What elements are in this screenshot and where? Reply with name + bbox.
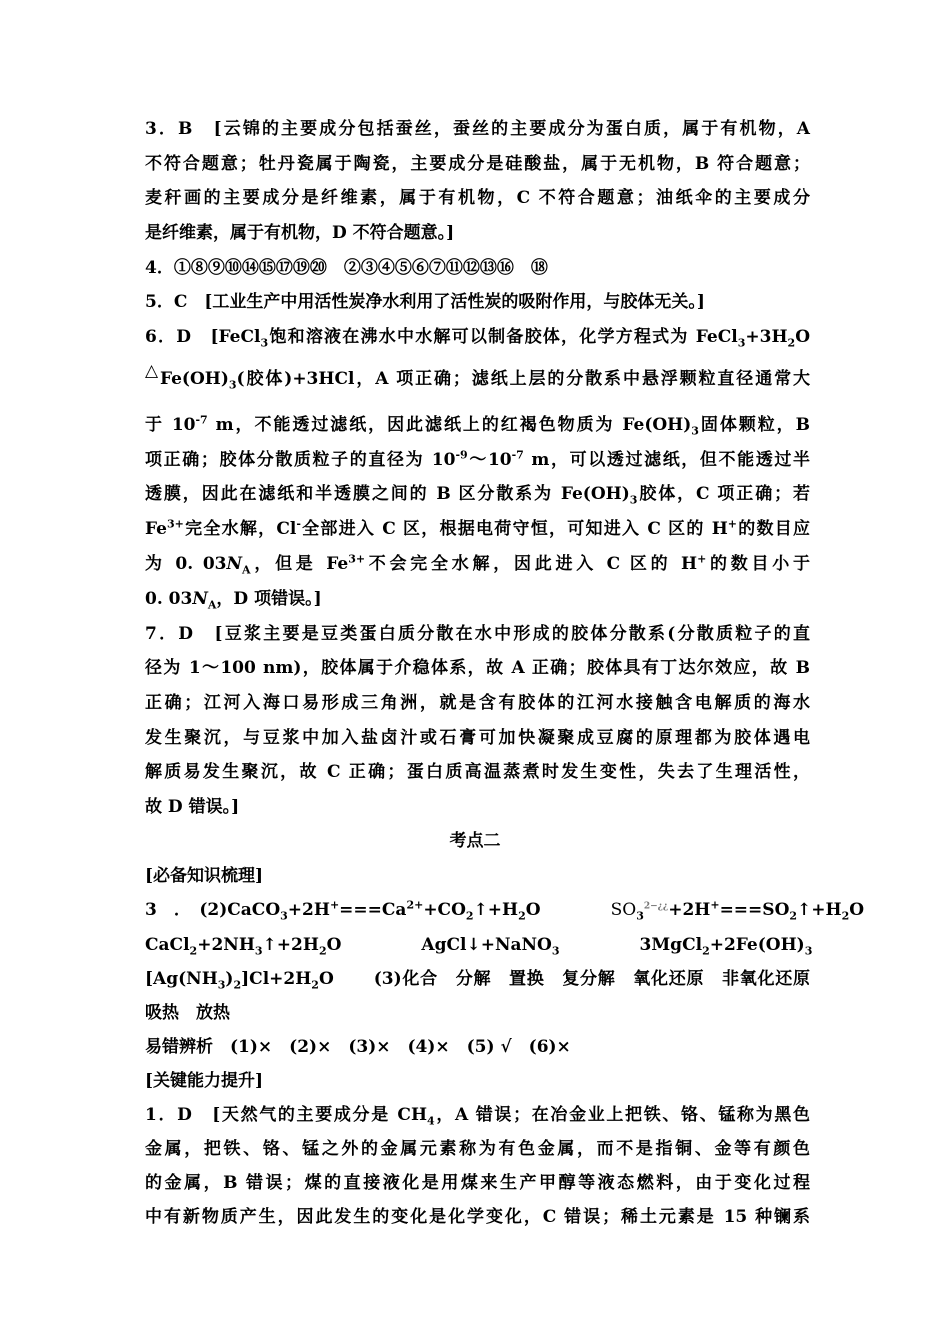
q6-line-2: $\triangle Fe(OH)_3$(胶体)+3HCl，A 项正确；滤纸上层的分散系中悬浮颗粒直径通常大 xyxy=(145,361,810,392)
q6-line-7: 为 0. $03N_A$，但是 $Fe^{3+}$不会完全水解，因此进入 C 区的 H+的数目小于 xyxy=(145,552,811,577)
q7-line-1: 7．D [豆浆主要是豆类蛋白质分散在水中形成的胶体分散系(分散质粒子的直 xyxy=(145,624,810,644)
equation-line-3: $[Ag(NH_3)_2]Cl+2H_2O$ (3)化合 分解 置换 复分解 氧化还原 非氧化还原 xyxy=(145,969,810,992)
error-analysis: 易错辨析 (1)× (2)× (3)× (4)× (5) √ (6)× xyxy=(145,1037,571,1057)
q7-line-5: 解质易发生聚沉，故 C 正确；蛋白质高温蒸煮时发生变性，失去了生理活性， xyxy=(145,762,810,782)
q3-line-4: 是纤维素，属于有机物，D 不符合题意。] xyxy=(145,223,455,243)
q4-line: 4．①⑧⑨⑩⑭⑮⑰⑲⑳ ②③④⑤⑥⑦⑪⑫⑬⑯ ⑱ xyxy=(145,258,548,278)
q6-line-8: 0. $03N_A$，D 项错误。] xyxy=(145,589,322,612)
q1-line-1: 1．D [天然气的主要成分是 $CH_4$，A 错误；在冶金业上把铁、铬、锰称为黑色 xyxy=(145,1105,811,1128)
heat-symbol: △ xyxy=(145,361,160,381)
q6-line-5: 透膜，因此在滤纸和半透膜之间的 B 区分散系为 $Fe(OH)_3$胶体，C 项正确；若 xyxy=(145,484,810,507)
q1-line-3: 的金属，B 错误；煤的直接液化是用煤来生产甲醇等液态燃料，由于变化过程 xyxy=(145,1173,810,1193)
section-title: 考点二 xyxy=(449,831,501,851)
q7-line-6: 故 D 错误。] xyxy=(145,797,240,817)
q3-line-3: 麦秆画的主要成分是纤维素，属于有机物，C 不符合题意；油纸伞的主要成分 xyxy=(145,188,810,208)
q7-line-4: 发生聚沉，与豆浆中加入盐卤汁或石膏可加快凝聚成豆腐的原理都为胶体遇电 xyxy=(145,728,810,748)
ability-heading: [关键能力提升] xyxy=(145,1071,264,1091)
equation-line-1: 3 ． $(2)CaCO_3+2H^+===Ca^{2+}+CO_2↑+H_2O$ $SO_3^{2-¿¿}+2H^+===SO_2↑+H_2O$ xyxy=(145,898,865,923)
q3-line-2: 不符合题意；牡丹瓷属于陶瓷，主要成分是硅酸盐，属于无机物，B 符合题意； xyxy=(145,154,810,174)
q5-line: 5．C [工业生产中用活性炭净水利用了活性炭的吸附作用，与胶体无关。] xyxy=(145,292,705,312)
equation-line-4: 吸热 放热 xyxy=(145,1003,230,1023)
q7-line-2: 径为 1～100 nm)，胶体属于介稳体系，故 A 正确；胶体具有丁达尔效应，故 B xyxy=(145,658,810,678)
knowledge-heading: [必备知识梳理] xyxy=(145,866,264,886)
q1-line-4: 中有新物质产生，因此发生的变化是化学变化，C 错误；稀土元素是 15 种镧系 xyxy=(145,1207,810,1227)
equation-line-2: $CaCl_2+2NH_3↑+2H_2O$ AgCl↓+NaNO$_3$ $3MgCl_2+2Fe(OH)_3$ xyxy=(145,935,813,958)
q3-line-1: 3．B [云锦的主要成分包括蚕丝，蚕丝的主要成分为蛋白质，属于有机物，A xyxy=(145,119,810,139)
q6-line-6: $Fe^{3+}$完全水解，Cl-全部进入 C 区，根据电荷守恒，可知进入 C 区的 H+的数目应 xyxy=(145,517,811,539)
q7-line-3: 正确；江河入海口易形成三角洲，就是含有胶体的江河水接触含电解质的海水 xyxy=(145,693,810,713)
q6-line-1: 6．D [FeCl$_3$饱和溶液在沸水中水解可以制备胶体，化学方程式为 $FeCl_3+3H_2O$ xyxy=(145,327,810,350)
q6-line-3: 于 $10^{-7}$ m，不能透过滤纸，因此滤纸上的红褐色物质为 $Fe(OH)_3$固体颗粒，B xyxy=(145,413,810,438)
q6-line-4: 项正确；胶体分散质粒子的直径为 $10^{-9}\sim 10^{-7}$ m，可以透过滤纸，但不能透过半 xyxy=(145,448,811,470)
q1-line-2: 金属，把铁、铬、锰之外的金属元素称为有色金属，而不是指铜、金等有颜色 xyxy=(145,1139,810,1159)
